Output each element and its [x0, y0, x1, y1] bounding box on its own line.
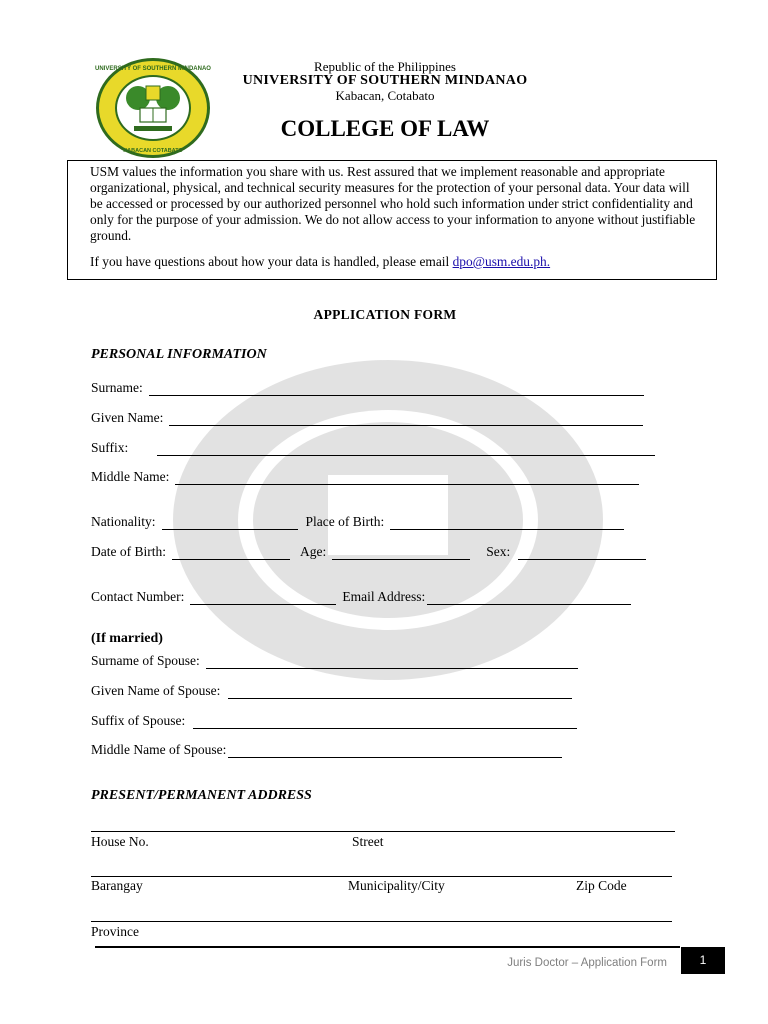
- university-seal-icon: [94, 56, 212, 160]
- contact-number-label: Contact Number:: [91, 589, 185, 604]
- address-heading: PRESENT/PERMANENT ADDRESS: [91, 788, 312, 803]
- header-republic: Republic of the Philippines: [314, 59, 456, 74]
- spouse-middle-name-label: Middle Name of Spouse:: [91, 742, 227, 757]
- middle-name-row: [91, 467, 639, 485]
- privacy-contact: [90, 254, 700, 270]
- middle-name-label: Middle Name:: [91, 469, 170, 484]
- given-name-row: [91, 408, 643, 426]
- nationality-row: [91, 512, 624, 530]
- address-line-3[interactable]: [91, 921, 672, 922]
- date-of-birth-label: Date of Birth:: [91, 544, 166, 559]
- surname-row: [91, 378, 644, 396]
- college-title: COLLEGE OF LAW: [280, 116, 490, 141]
- spouse-suffix-field[interactable]: [193, 714, 577, 729]
- if-married-heading: (If married): [91, 631, 163, 646]
- province-label: Province: [91, 924, 139, 939]
- suffix-field[interactable]: [157, 441, 655, 456]
- spouse-given-name-label: Given Name of Spouse:: [91, 683, 221, 698]
- spouse-surname-label: Surname of Spouse:: [91, 653, 200, 668]
- zip-code-label: Zip Code: [576, 878, 627, 893]
- page-number: 1: [681, 947, 725, 974]
- place-of-birth-field[interactable]: [390, 515, 624, 530]
- municipality-label: Municipality/City: [348, 878, 445, 893]
- street-label: Street: [352, 834, 384, 849]
- privacy-notice: [67, 160, 717, 280]
- form-title: APPLICATION FORM: [313, 307, 457, 322]
- spouse-given-name-row: [91, 681, 572, 699]
- nationality-field[interactable]: [162, 515, 298, 530]
- email-address-field[interactable]: [427, 590, 631, 605]
- personal-info-heading: PERSONAL INFORMATION: [91, 347, 267, 362]
- contact-row: [91, 587, 631, 605]
- spouse-surname-field[interactable]: [206, 654, 578, 669]
- dpo-email-link[interactable]: dpo@usm.edu.ph.: [452, 254, 551, 269]
- address-line-1[interactable]: [91, 831, 675, 832]
- privacy-paragraph: USM values the information you share with us. Rest assured that we implement reasonable and appropriate organizational, physical, and technical security measures for the protection of your personal data. Your data will be accessed or processed by our authorized personnel who hold such information under strict confidentiality and only for the purpose of your admission. We do not allow access to your information to anyone without justifiable ground.: [90, 164, 696, 243]
- surname-label: Surname:: [91, 380, 143, 395]
- barangay-label: Barangay: [91, 878, 143, 893]
- house-no-label: House No.: [91, 834, 149, 849]
- spouse-middle-name-field[interactable]: [228, 743, 562, 758]
- spouse-suffix-row: [91, 711, 577, 729]
- place-of-birth-label: Place of Birth:: [305, 514, 385, 529]
- privacy-contact-text: If you have questions about how your data is handled, please email: [90, 254, 453, 269]
- spouse-suffix-label: Suffix of Spouse:: [91, 713, 186, 728]
- seal-bottom-text: KABACAN COTABATO: [123, 148, 183, 154]
- age-label: Age:: [299, 544, 327, 559]
- given-name-label: Given Name:: [91, 410, 164, 425]
- seal-top-text: UNIVERSITY OF SOUTHERN MINDANAO: [95, 66, 211, 72]
- header-location: Kabacan, Cotabato: [335, 88, 435, 103]
- date-of-birth-field[interactable]: [172, 545, 290, 560]
- address-line-2[interactable]: [91, 876, 672, 877]
- spouse-given-name-field[interactable]: [228, 684, 572, 699]
- birth-row: [91, 542, 646, 560]
- suffix-label: Suffix:: [91, 440, 129, 455]
- spouse-surname-row: [91, 651, 578, 669]
- nationality-label: Nationality:: [91, 514, 156, 529]
- header-university: UNIVERSITY OF SOUTHERN MINDANAO: [242, 73, 528, 88]
- email-address-label: Email Address:: [342, 589, 426, 604]
- sex-field[interactable]: [518, 545, 646, 560]
- middle-name-field[interactable]: [175, 470, 639, 485]
- suffix-row: [91, 438, 655, 456]
- age-field[interactable]: [332, 545, 470, 560]
- contact-number-field[interactable]: [190, 590, 336, 605]
- spouse-middle-name-row: [91, 740, 562, 758]
- sex-label: Sex:: [486, 544, 511, 559]
- given-name-field[interactable]: [169, 411, 643, 426]
- footer-divider: [95, 946, 680, 948]
- footer-text: Juris Doctor – Application Form: [507, 957, 667, 969]
- surname-field[interactable]: [149, 381, 644, 396]
